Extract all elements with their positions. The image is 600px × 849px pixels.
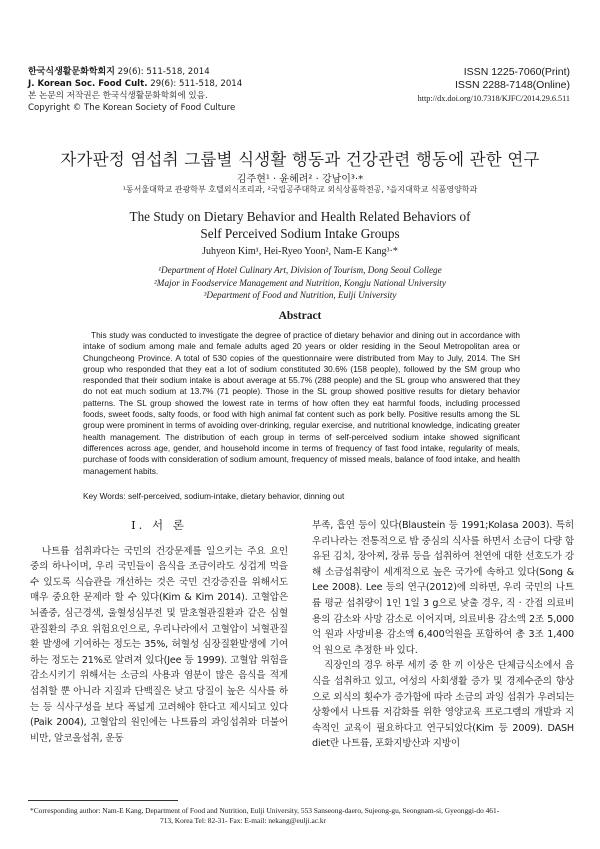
title-en-line-2: Self Perceived Sodium Intake Groups [200,226,400,241]
doi-link[interactable]: http://dx.doi.org/10.7318/KJFC/2014.29.6.511 [417,94,570,103]
authors-en: Juhyeon Kim¹, Hei-Ryeo Yoon², Nam-E Kang³·* [202,246,398,257]
affiliations-en [0,264,600,302]
journal-en-line [28,78,242,90]
body-column-right [312,518,574,752]
journal-name-en: J. Korean Soc. Food Cult. [28,79,148,89]
section-heading-introduction: I. 서 론 [131,518,187,532]
footnote-line-2: 713, Korea Tel: 82-31- Fax: E-mail: nekang@eulji.ac.kr [160,816,327,825]
issn-online: ISSN 2288-7148(Online) [455,79,570,91]
copyright-ko: 본 논문의 저작권은 한국식생활문화학회에 있음. [28,91,208,101]
issn-block [418,66,570,105]
title-en-line-1: The Study on Dietary Behavior and Health Related Behaviors of [129,209,471,224]
abstract-body: This study was conducted to investigate the degree of practice of dietary behavior and dining out in accordance with intake of sodium among male and female adults aged 20 years or older residing in the Seoul Metropolitan area or Chungcheong Province. A total of 530 copies of the questionnaire were distributed from May to July, 2014. The SH group who responded that they eat a lot of sodium constituted 30.6% (158 people), followed by the SM group who responded that their sodium intake is about average at 55.7% (288 people) and the SL group who answered that they do not eat much sodium at 13.7% (71 people). Those in the SL group showed positive results for dietary behavior patterns. The SL group showed the lowest rate in terms of how often they eat harmful foods, including processed foods, sweet foods, salty foods, or food with high animal fat content such as pork belly. Positive results among the SL group were prominent in terms of avoiding over-drinking, regular exercise, and nutritional knowledge, indicating greater health management. The distribution of each group in terms of self-perceived sodium intake showed significant differences across age, gender, and household income in terms of frequency of fast food intake, regularity of meals, purchase of foods with consideration of sodium amount, frequency of missed meals, balance of food intake, and health management habits. [83,330,520,476]
affiliation-1: ¹Department of Hotel Culinary Art, Division of Tourism, Dong Seoul College [158,265,442,275]
abstract-heading: Abstract [278,310,322,322]
journal-header [28,66,242,114]
footnote-line-1: *Corresponding author: Nam-E Kang, Department of Food and Nutrition, Eulji University, 553 Sanseong-daero, Sujeong-gu, Seongnam-si, Gyeonggi-do 461- [30,806,500,815]
journal-ko-line [28,66,242,78]
paper-title-en [0,208,600,242]
affiliations-ko: ¹동서울대학교 관광학부 호텔외식조리과, ²국립공주대학교 외식상품학전공, ³을지대학교 식품영양학과 [122,185,478,194]
authors-ko: 김주현¹ · 윤혜려² · 강남이³·* [236,174,364,185]
paper-title-ko: 자가판정 염섭취 그룹별 식생활 행동과 건강관련 행동에 관한 연구 [60,150,540,169]
journal-name-ko: 한국식생활문화학회지 [28,67,115,77]
issn-print: ISSN 1225-7060(Print) [463,66,570,78]
intro-paragraph-1: 나트륨 섭취과다는 국민의 건강문제를 일으키는 주요 요인 중의 하나이며, 우리 국민들이 음식을 조금이라도 싱겁게 먹을 수 있도록 식습관을 개선하는 것은 국민 건강증진을 위해서도 매우 중요한 문제라 할 수 있다(Kim & Kim 2014). 고혈압은 뇌졸중, 심근경색, 울혈성심부전 및 말초혈관질환과 같은 심혈관질환의 주요 위험요인으로, 우리나라에서 고혈압이 뇌혈관질환 발생에 기여하는 정도는 35%, 허혈성 심장질환발생에 기여하는 정도는 21%로 알려져 있다(Jee 등 1999). 고혈압 위험을 감소시키기 위해서는 소금의 사용과 염분이 많은 음식을 적게 섭취할 뿐 아니라 지질과 단백질은 낮고 당질이 높은 식사를 하는 등 식사구성을 보다 폭넓게 고려해야 한다고 제시되고 있다(Paik 2004), 고혈압의 원인에는 나트륨의 과잉섭취와 더불어 비만, 알코올섭취, 운동 [30,545,288,744]
journal-en-volume: 29(6): 511-518, 2014 [147,79,243,89]
keywords: Key Words: self-perceived, sodium-intake, dietary behavior, dinning out [83,491,345,501]
copyright-en: Copyright © The Korean Society of Food Culture [28,103,236,113]
affiliation-3: ³Department of Food and Nutrition, Eulji University [203,290,397,300]
journal-ko-volume: 29(6): 511-518, 2014 [114,67,210,77]
affiliation-2: ²Major in Foodservice Management and Nutrition, Kongju National University [154,277,446,288]
corresponding-author-footnote [30,806,578,826]
intro-paragraph-1-cont: 부족, 흡연 등이 있다(Blaustein 등 1991;Kolasa 2003). 특히 우리나라는 전통적으로 밥 중심의 식사를 하면서 소금이 다량 함유된 김치, 장아찌, 장류 등을 섭취하여 천연에 대한 선호도가 강해 소금섭취량이 세계적으로 높은 국가에 속하고 있다(Song & Lee 2008). Lee 등의 연구(2012)에 의하면, 우리 국민의 나트륨 평균 섭취량이 1인 1일 3 g으로 낮출 경우, 직 · 간접 의료비용의 감소와 사망 감소로 이어지며, 의료비용 감소액 2조 5,000억 원과 사망비용 감소액 6,400억원을 포함하여 총 3조 1,400억 원으로 추정한 바 있다. [312,520,574,656]
body-column-left [30,514,288,746]
intro-paragraph-2: 직장인의 경우 하루 세끼 중 한 끼 이상은 단체급식소에서 음식을 섭취하고 있고, 여성의 사회생활 증가 및 경제수준의 향상으로 외식의 횟수가 증가함에 따라 소금의 과잉 섭취가 우려되는 상황에서 나트륨 저감화를 위한 영양교육 프로그램의 개발과 지속적인 교육이 필요하다고 연구되었다(Kim 등 2009). DASH diet란 나트륨, 포화지방산과 지방이 [312,660,574,750]
footnote-divider [28,800,178,801]
